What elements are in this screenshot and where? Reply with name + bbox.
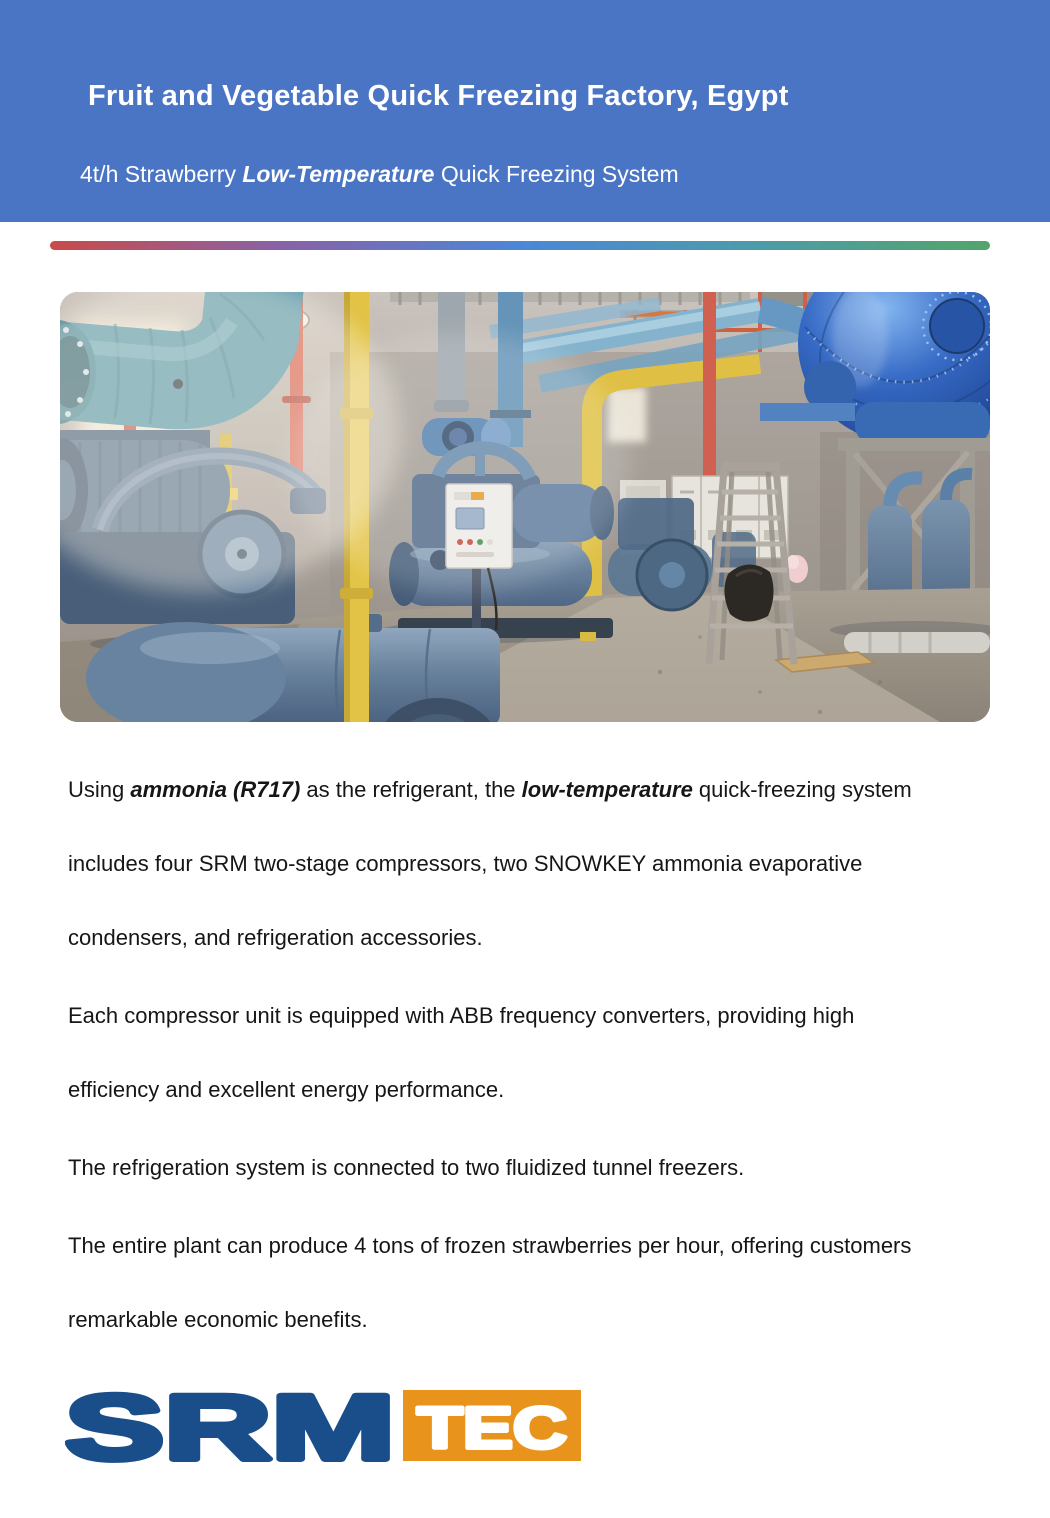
logo-tec-text: TEC: [417, 1396, 567, 1461]
srmtec-logo-graphic: [65, 1387, 581, 1467]
article: [68, 753, 918, 1361]
gradient-divider: [50, 241, 990, 250]
header: [0, 0, 1050, 222]
factory-photo-illustration: [60, 292, 990, 722]
subtitle-prefix: 4t/h Strawberry: [80, 161, 243, 187]
logo-srm-text: SRM: [65, 1387, 395, 1467]
paragraph-2: Each compressor unit is equipped with ABB frequency converters, providing high efficiency and excellent energy performance.: [68, 1003, 855, 1102]
srmtec-logo: [65, 1387, 581, 1472]
page-subtitle: [80, 161, 679, 188]
factory-photo: [60, 292, 990, 722]
paragraph-4: The entire plant can produce 4 tons of frozen strawberries per hour, offering customers remarkable economic benefits.: [68, 1233, 912, 1332]
subtitle-emphasis: Low-Temperature: [242, 161, 435, 187]
paragraph-3: The refrigeration system is connected to two fluidized tunnel freezers.: [68, 1155, 745, 1180]
page-title: Fruit and Vegetable Quick Freezing Factory, Egypt: [88, 80, 789, 112]
subtitle-suffix: Quick Freezing System: [434, 161, 679, 187]
paragraph-1: Using ammonia (R717) as the refrigerant, the low-temperature quick-freezing system includes four SRM two-stage compressors, two SNOWKEY ammonia evaporative condensers, and refrigeration accessories.: [68, 777, 912, 950]
